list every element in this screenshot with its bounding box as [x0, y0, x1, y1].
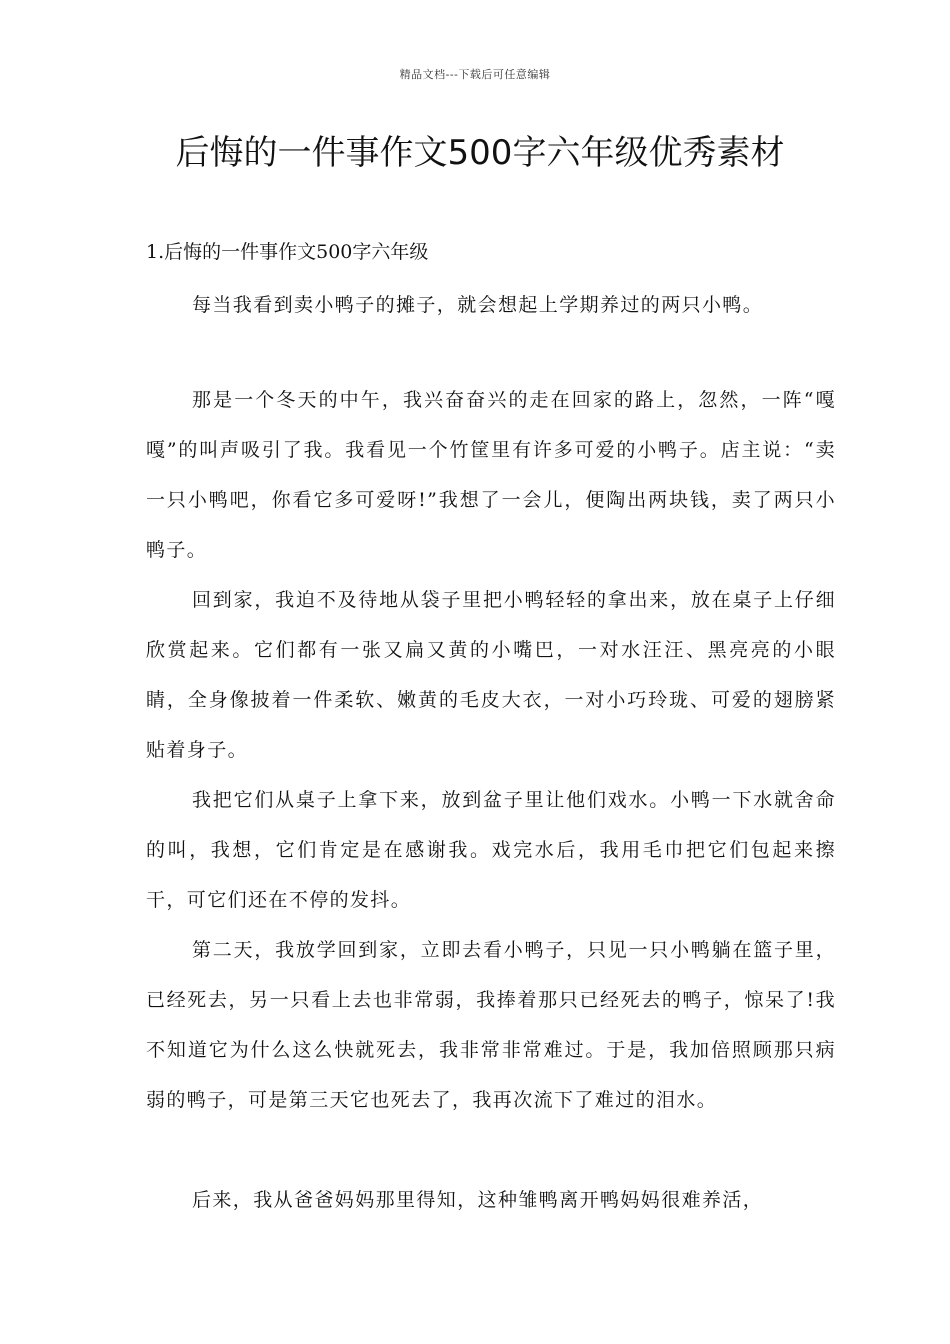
body-paragraph: 每当我看到卖小鸭子的摊子，就会想起上学期养过的两只小鸭。: [192, 294, 764, 316]
body-paragraph: 回到家，我迫不及待地从袋子里把小鸭轻轻的拿出来，放在桌子上仔细欣赏起来。它们都有一张又扁又黄的小嘴巴，一对水汪汪、黑亮亮的小眼睛，全身像披着一件柔软、嫩黄的毛皮大衣，一对小巧玲珑、可爱的翅膀紧贴着身子。: [146, 589, 836, 761]
header-note: 精品文档---下载后可任意编辑: [399, 68, 551, 81]
body-paragraph: 我把它们从桌子上拿下来，放到盆子里让他们戏水。小鸭一下水就舍命的叫，我想，它们肯定是在感谢我。戏完水后，我用毛巾把它们包起来擦干，可它们还在不停的发抖。: [146, 789, 836, 911]
body-paragraph: 那是一个冬天的中午，我兴奋奋兴的走在回家的路上，忽然，一阵“嘎嘎”的叫声吸引了我。我看见一个竹筐里有许多可爱的小鸭子。店主说：“卖一只小鸭吧，你看它多可爱呀!”我想了一会儿，便陶出两块钱，卖了两只小鸭子。: [146, 389, 836, 561]
body-paragraph: 第二天，我放学回到家，立即去看小鸭子，只见一只小鸭躺在篮子里，已经死去，另一只看上去也非常弱，我捧着那只已经死去的鸭子，惊呆了!我不知道它为什么这么快就死去，我非常非常难过。于是，我加倍照顾那只病弱的鸭子，可是第三天它也死去了，我再次流下了难过的泪水。: [146, 939, 836, 1111]
section-heading: 1.后悔的一件事作文500字六年级: [146, 241, 429, 263]
document-title: 后悔的一件事作文500字六年级优秀素材: [175, 133, 785, 173]
body-paragraph: 后来，我从爸爸妈妈那里得知，这种雏鸭离开鸭妈妈很难养活，: [192, 1189, 764, 1211]
